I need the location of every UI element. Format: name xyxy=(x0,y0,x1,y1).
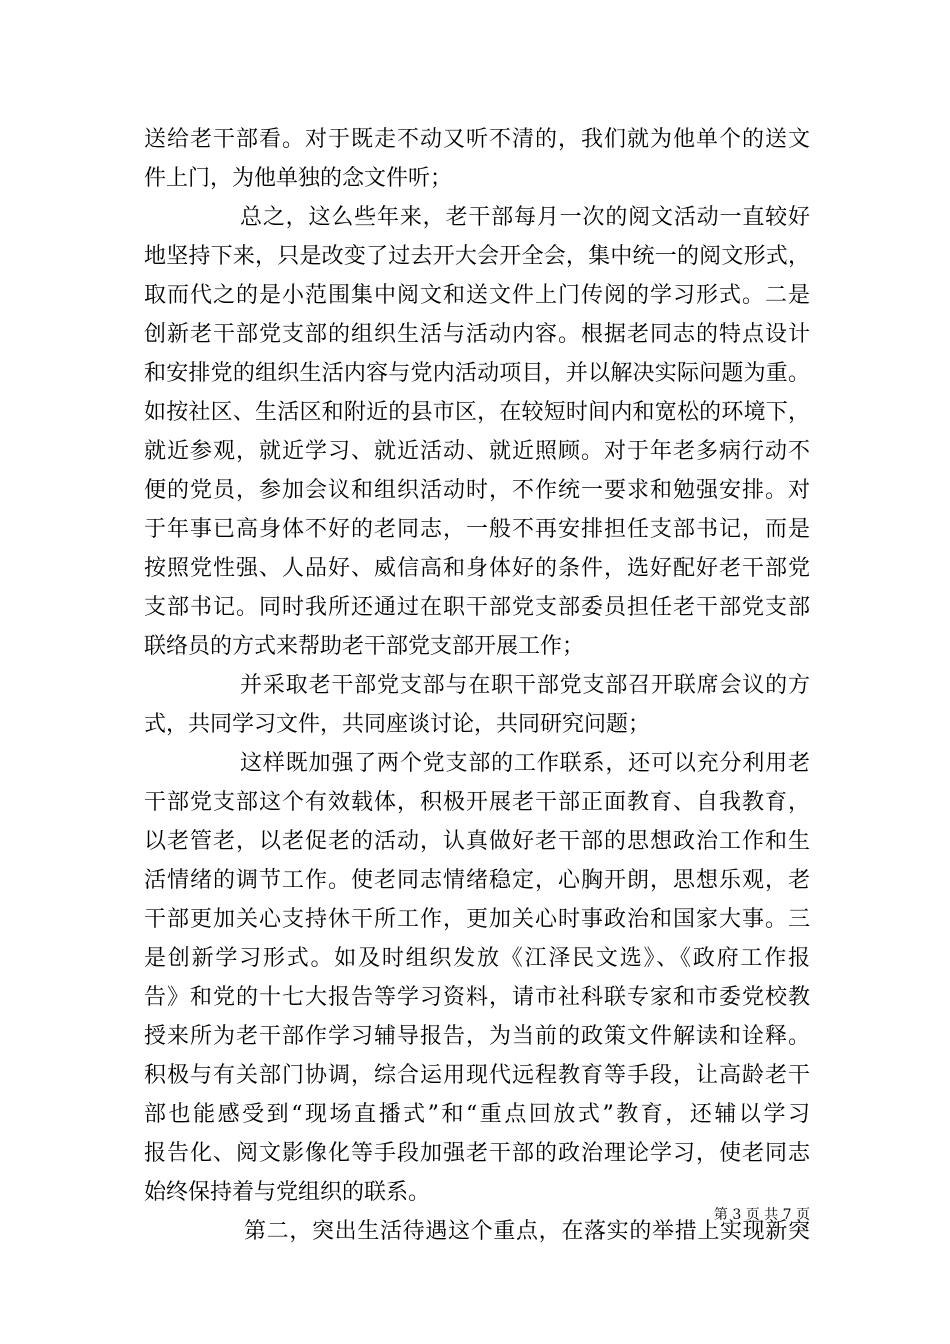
text-line: 是创新学习形式。如及时组织发放《江泽民文选》、《政府工作报 xyxy=(144,946,810,971)
text-line: 式，共同学习文件，共同座谈讨论，共同研究问题； xyxy=(144,712,651,737)
text-line: 送给老干部看。对于既走不动又听不清的，我们就为他单个的送文 xyxy=(144,127,810,152)
text-line: 以老管老，以老促老的活动，认真做好老干部的思想政治工作和生 xyxy=(144,829,810,854)
text-line: 和安排党的组织生活内容与党内活动项目，并以解决实际问题为重。 xyxy=(144,361,810,386)
text-line: 干部更加关心支持休干所工作，更加关心时事政治和国家大事。三 xyxy=(144,907,810,932)
text-line: 件上门，为他单独的念文件听； xyxy=(144,166,453,191)
text-line: 并采取老干部党支部与在职干部党支部召开联席会议的方 xyxy=(240,673,810,698)
text-line: 告》和党的十七大报告等学习资料，请市社科联专家和市委党校教 xyxy=(144,985,810,1010)
text-line: 联络员的方式来帮助老干部党支部开展工作； xyxy=(144,634,585,659)
document-body xyxy=(144,120,810,1251)
text-line: 报告化、阅文影像化等手段加强老干部的政治理论学习，使老同志 xyxy=(144,1141,810,1166)
text-line: 部也能感受到“现场直播式”和“重点回放式”教育，还辅以学习 xyxy=(144,1102,810,1127)
text-line: 支部书记。同时我所还通过在职干部党支部委员担任老干部党支部 xyxy=(144,595,810,620)
text-line: 授来所为老干部作学习辅导报告，为当前的政策文件解读和诠释。 xyxy=(144,1024,810,1049)
text-line: 这样既加强了两个党支部的工作联系，还可以充分利用老 xyxy=(240,751,810,776)
text-line: 创新老干部党支部的组织生活与活动内容。根据老同志的特点设计 xyxy=(144,322,810,347)
text-line: 活情绪的调节工作。使老同志情绪稳定，心胸开朗，思想乐观，老 xyxy=(144,868,810,893)
text-line: 按照党性强、人品好、威信高和身体好的条件，选好配好老干部党 xyxy=(144,556,810,581)
text-line: 取而代之的是小范围集中阅文和送文件上门传阅的学习形式。二是 xyxy=(144,283,810,308)
text-line: 总之，这么些年来，老干部每月一次的阅文活动一直较好 xyxy=(240,205,810,230)
text-line: 就近参观，就近学习、就近活动、就近照顾。对于年老多病行动不 xyxy=(144,439,810,464)
text-line: 如按社区、生活区和附近的县市区，在较短时间内和宽松的环境下， xyxy=(144,400,810,425)
text-line: 地坚持下来，只是改变了过去开大会开全会，集中统一的阅文形式， xyxy=(144,244,810,269)
text-line: 干部党支部这个有效载体，积极开展老干部正面教育、自我教育， xyxy=(144,790,810,815)
text-line: 便的党员，参加会议和组织活动时，不作统一要求和勉强安排。对 xyxy=(144,478,810,503)
text-line: 积极与有关部门协调，综合运用现代远程教育等手段，让高龄老干 xyxy=(144,1063,810,1088)
text-line: 始终保持着与党组织的联系。 xyxy=(144,1180,431,1205)
page-number: 第 3 页 共 7 页 xyxy=(713,1207,810,1223)
text-line: 于年事已高身体不好的老同志，一般不再安排担任支部书记，而是 xyxy=(144,517,810,542)
text-line: 第二，突出生活待遇这个重点，在落实的举措上实现新突 xyxy=(244,1219,810,1244)
